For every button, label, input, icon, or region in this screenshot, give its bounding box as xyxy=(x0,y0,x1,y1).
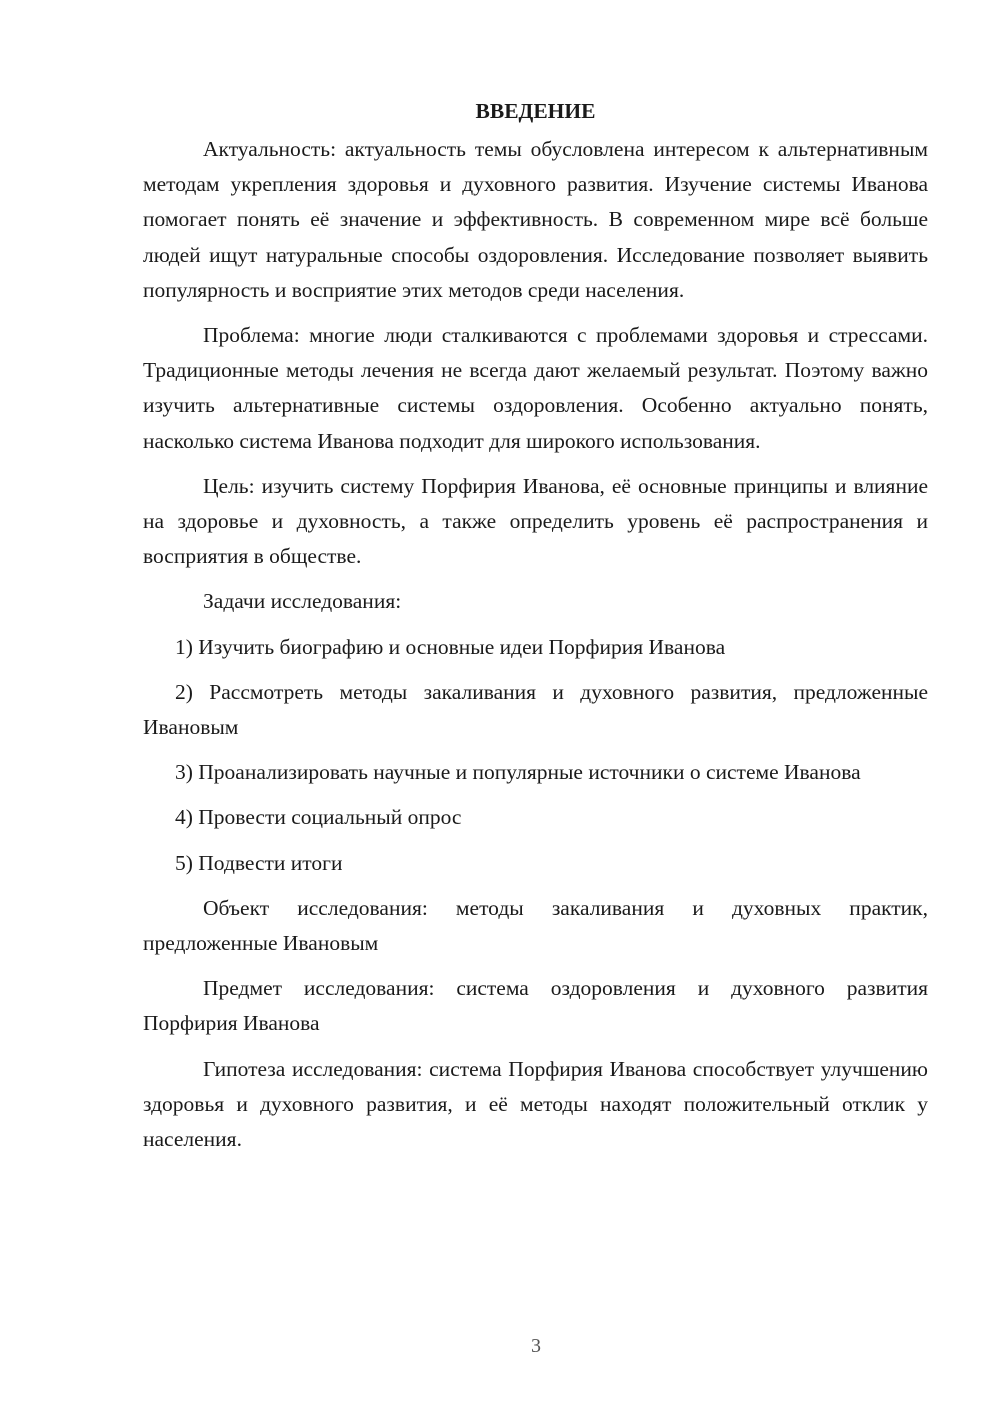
tasks-heading: Задачи исследования: xyxy=(203,589,402,614)
page-number: 3 xyxy=(531,1335,541,1357)
task-item: 3) Проанализировать научные и популярные источники о системе Иванова xyxy=(175,760,861,785)
task-item: 1) Изучить биографию и основные идеи Порфирия Иванова xyxy=(175,634,726,659)
document-body xyxy=(143,96,928,1167)
task-item: 2) Рассмотреть методы закаливания и духовного развития, предложенные Ивановым xyxy=(143,679,928,740)
task-item: 4) Провести социальный опрос xyxy=(175,805,462,830)
relevance-paragraph: Актуальность: актуальность темы обусловлена интересом к альтернативным методам укрепления здоровья и духовного развития. Изучение системы Иванова помогает понять её значение и эффективность. В современном мире всё больше людей ищут натуральные способы оздоровления. Исследование позволяет выявить популярность и восприятие этих методов среди населения. xyxy=(143,137,928,302)
section-title: ВВЕДЕНИЕ xyxy=(475,99,596,123)
research-object-paragraph: Объект исследования: методы закаливания и духовных практик, предложенные Ивановым xyxy=(143,895,928,956)
goal-paragraph: Цель: изучить систему Порфирия Иванова, её основные принципы и влияние на здоровье и духовность, а также определить уровень её распространения и восприятия в обществе. xyxy=(143,473,928,569)
research-subject-paragraph: Предмет исследования: система оздоровления и духовного развития Порфирия Иванова xyxy=(143,976,928,1036)
problem-paragraph: Проблема: многие люди сталкиваются с проблемами здоровья и стрессами. Традиционные методы лечения не всегда дают желаемый результат. Поэтому важно изучить альтернативные системы оздоровления. Особенно актуально понять, насколько система Иванова подходит для широкого использования. xyxy=(143,323,928,453)
task-item: 5) Подвести итоги xyxy=(175,850,343,875)
hypothesis-paragraph: Гипотеза исследования: система Порфирия Иванова способствует улучшению здоровья и духовного развития, и её методы находят положительный отклик у населения. xyxy=(143,1056,928,1152)
